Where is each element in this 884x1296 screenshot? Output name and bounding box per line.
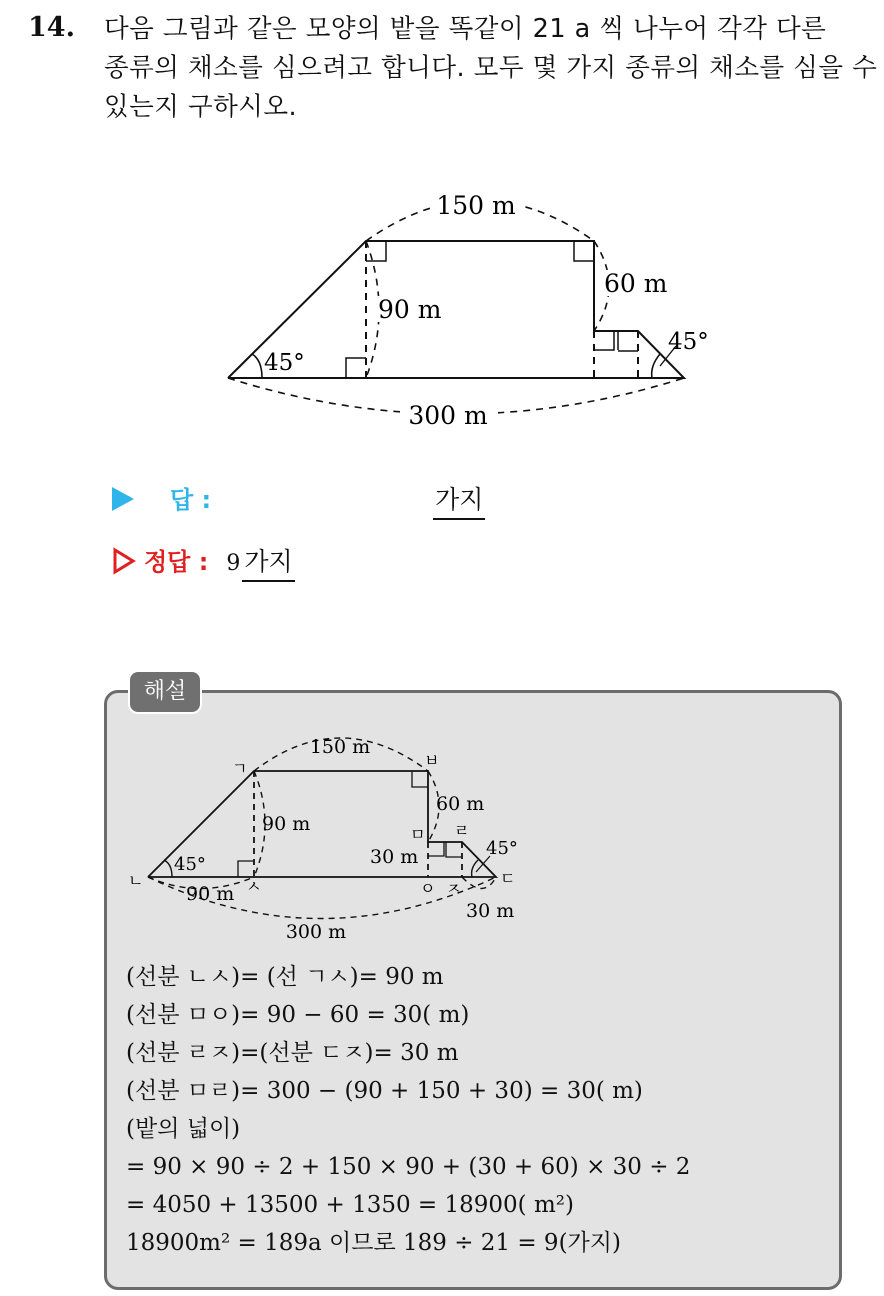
bottom-length-label: 300 m xyxy=(408,401,488,430)
solution-line: (선분 ㅁㄹ)= 300 − (90 + 150 + 30) = 30( m) xyxy=(126,1078,643,1104)
right-angle-mark xyxy=(574,241,594,261)
top-length-label: 150 m xyxy=(309,736,371,758)
right-angle-mark xyxy=(594,331,614,350)
question-line: 종류의 채소를 심으려고 합니다. 모두 몇 가지 종류의 채소를 심을 수 xyxy=(104,53,878,83)
point-label-o: ㅇ xyxy=(420,879,436,898)
left-angle-arc xyxy=(164,860,172,877)
point-label-d: ㄷ xyxy=(500,869,516,888)
right-height-label: 60 m xyxy=(436,793,485,815)
solution-line: (밭의 넓이) xyxy=(126,1116,241,1142)
right-angle-mark xyxy=(346,358,366,378)
left-angle-arc xyxy=(252,354,262,378)
left-segment-label: 90 m xyxy=(186,883,235,905)
correct-answer-label: 정답 : xyxy=(144,548,209,576)
solution-line: = 90 × 90 ÷ 2 + 150 × 90 + (30 + 60) × 30 ÷ 2 xyxy=(126,1154,691,1180)
right-angle-mark xyxy=(412,771,428,787)
correct-answer-row xyxy=(112,542,295,582)
solution-line: = 4050 + 13500 + 1350 = 18900( m²) xyxy=(126,1192,574,1218)
height-label: 90 m xyxy=(378,295,442,324)
explanation-diagram xyxy=(0,720,884,950)
point-label-m: ㅁ xyxy=(410,825,426,844)
solution-line: (선분 ㄴㅅ)= (선 ㄱㅅ)= 90 m xyxy=(126,964,444,990)
top-length-label: 150 m xyxy=(436,191,516,220)
solution-line: 18900m² = 189a 이므로 189 ÷ 21 = 9(가지) xyxy=(126,1230,621,1256)
solution-text xyxy=(126,958,690,1262)
right-segment-label: 30 m xyxy=(466,900,515,922)
right-angle-arc xyxy=(652,354,660,378)
height-label: 90 m xyxy=(262,813,311,835)
correct-answer-value: 9 xyxy=(226,551,241,576)
bottom-length-label: 300 m xyxy=(285,921,347,943)
right-angle-mark xyxy=(366,241,386,261)
answer-label: 답 : xyxy=(170,486,212,514)
left-angle-label: 45° xyxy=(264,350,305,376)
right-angle-mark xyxy=(238,861,254,877)
solution-line: (선분 ㅁㅇ)= 90 − 60 = 30( m) xyxy=(126,1002,470,1028)
correct-answer-unit: 가지 xyxy=(242,542,294,582)
point-label-s: ㅅ xyxy=(246,877,262,896)
field-diagram xyxy=(0,150,884,440)
point-label-r: ㄹ xyxy=(454,821,470,840)
solution-line: (선분 ㄹㅈ)=(선분 ㄷㅈ)= 30 m xyxy=(126,1040,459,1066)
question-line: 있는지 구하시오. xyxy=(104,92,298,122)
right-angle-label: 45° xyxy=(668,329,709,355)
question-text xyxy=(104,10,878,127)
point-label-g: ㄱ xyxy=(232,759,248,778)
step-height-label: 30 m xyxy=(370,846,419,868)
explanation-tab: 해설 xyxy=(128,670,202,714)
right-angle-mark xyxy=(428,842,444,856)
point-label-n: ㄴ xyxy=(128,871,144,890)
play-icon xyxy=(112,487,134,511)
right-height-label: 60 m xyxy=(604,269,668,298)
answer-row xyxy=(112,480,485,520)
right-angle-arc xyxy=(472,860,478,877)
left-angle-label: 45° xyxy=(174,854,206,875)
play-outline-icon xyxy=(112,547,136,575)
right-angle-label: 45° xyxy=(486,838,518,859)
question-line: 다음 그림과 같은 모양의 밭을 똑같이 21 a 씩 나누어 각각 다른 xyxy=(104,14,827,44)
question-number: 14. xyxy=(28,12,75,43)
point-label-j: ㅈ xyxy=(446,879,462,898)
answer-unit: 가지 xyxy=(433,480,485,520)
point-label-b: ㅂ xyxy=(424,751,440,770)
right-angle-mark xyxy=(446,842,462,857)
